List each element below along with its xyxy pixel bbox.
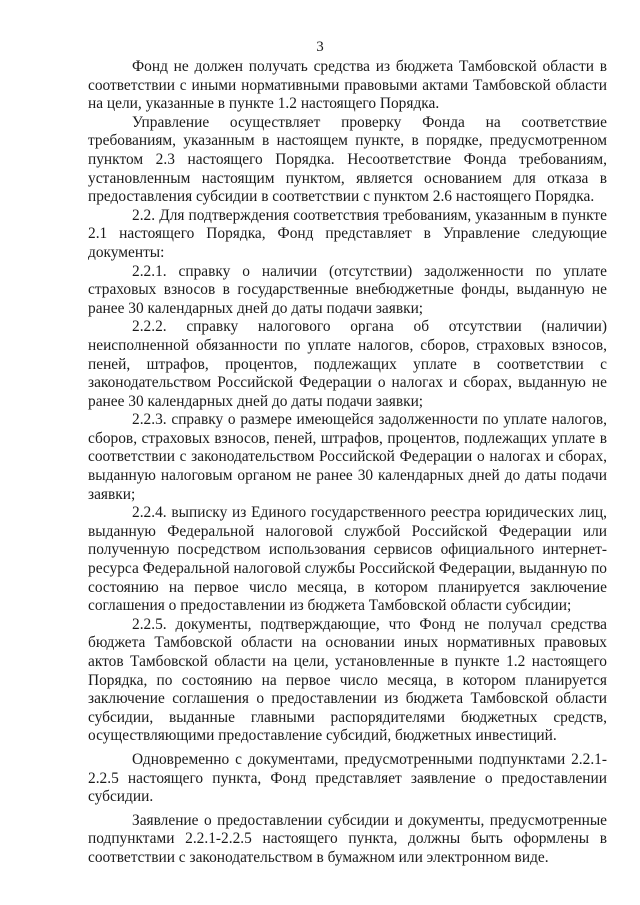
paragraph-2-2-1: 2.2.1. справку о наличии (отсутствии) задолженности по уплате страховых взносов в государственные внебюджетные фонды, выданную не ранее 30 календарных дней до даты подачи заявки; bbox=[88, 262, 607, 317]
paragraph-application: Одновременно с документами, предусмотренными подпунктами 2.2.1-2.2.5 настоящего пункта, Фонд представляет заявление о предоставлении субсидии. bbox=[88, 750, 607, 806]
paragraph-2-2-2: 2.2.2. справку налогового органа об отсутствии (наличии) неисполненной обязанности по уплате налогов, сборов, страховых взносов, пеней, штрафов, процентов, подлежащих уплате в соответствии с законодательством Российской Федерации о налогах и сборах, выданную не ранее 30 календарных дней до даты подачи заявки; bbox=[88, 318, 607, 410]
paragraph-2-2: 2.2. Для подтверждения соответствия требованиям, указанным в пункте 2.1 настоящего Порядка, Фонд представляет в Управление следующие документы: bbox=[88, 206, 607, 261]
paragraph-fund-restriction: Фонд не должен получать средства из бюджета Тамбовской области в соответствии с иными нормативными правовыми актами Тамбовской области на цели, указанные в пункте 1.2 настоящего Порядка. bbox=[88, 58, 607, 113]
paragraph-2-2-5: 2.2.5. документы, подтверждающие, что Фонд не получал средства бюджета Тамбовской области на основании иных нормативных правовых актов Тамбовской области на цели, установленные в пункте 1.2 настоящего Порядка, по состоянию на первое число месяца, в котором планируется заключение соглашения о предоставлении из бюджета Тамбовской области субсидии, выданные главными распорядителями бюджетных средств, осуществляющими предоставление субсидий, бюджетных инвестиций. bbox=[88, 615, 607, 745]
paragraph-verification: Управление осуществляет проверку Фонда на соответствие требованиям, указанным в настоящем пункте, в порядке, предусмотренном пунктом 2.3 настоящего Порядка. Несоответствие Фонда требованиям, установленным настоящим пунктом, является основанием для отказа в предоставления субсидии в соответствии с пунктом 2.6 настоящего Порядка. bbox=[88, 113, 607, 206]
paragraph-2-2-4: 2.2.4. выписку из Единого государственного реестра юридических лиц, выданную Федеральной налоговой службой Российской Федерации или полученную посредством использования сервисов официального интернет-ресурса Федеральной налоговой службы Российской Федерации, выданную по состоянию на первое число месяца, в котором планируется заключение соглашения о предоставлении из бюджета Тамбовской области субсидии; bbox=[88, 504, 607, 615]
document-body bbox=[88, 58, 607, 868]
page-number: 3 bbox=[316, 39, 324, 55]
paragraph-2-2-3: 2.2.3. справку о размере имеющейся задолженности по уплате налогов, сборов, страховых взносов, пеней, штрафов, процентов, подлежащих уплате в соответствии с законодательством Российской Федерации о налогах и сборах, выданную налоговым органом не ранее 30 календарных дней до даты подачи заявки; bbox=[88, 411, 607, 503]
paragraph-format: Заявление о предоставлении субсидии и документы, предусмотренные подпунктами 2.2.1-2.2.5 настоящего пункта, должны быть оформлены в соответствии с законодательством в бумажном или электронном виде. bbox=[88, 811, 607, 866]
